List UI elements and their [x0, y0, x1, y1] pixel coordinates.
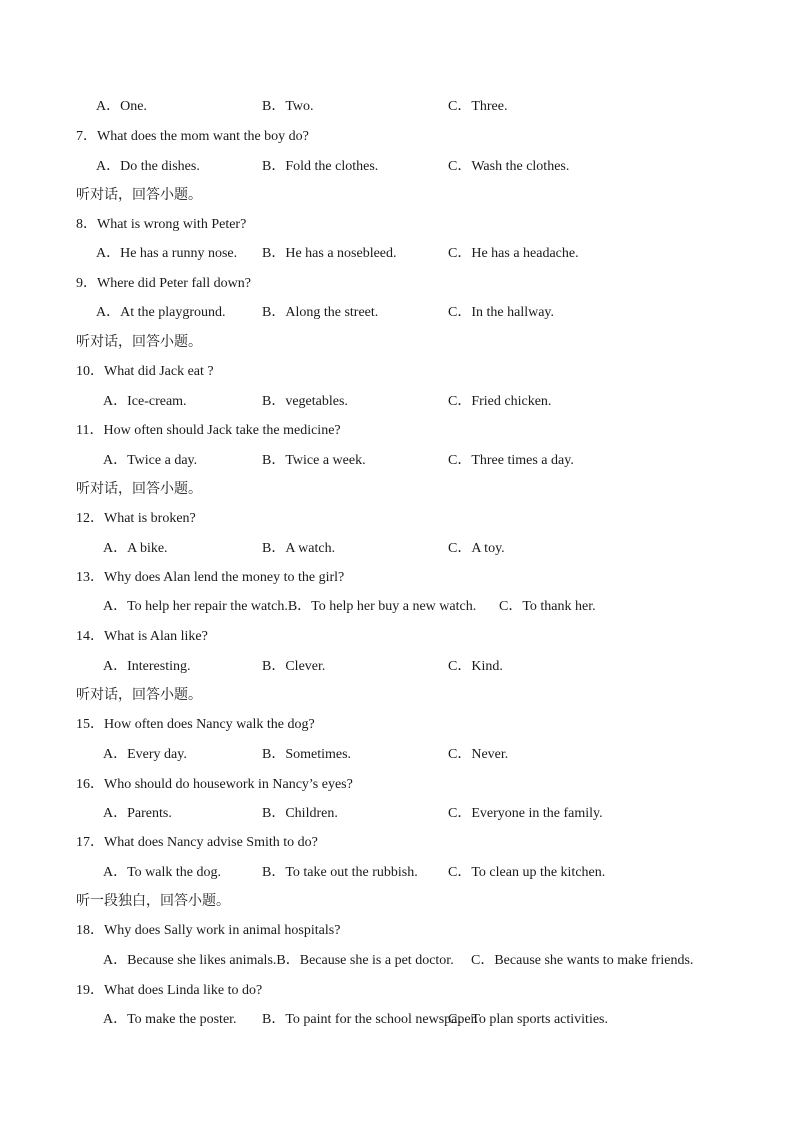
answer-option[interactable]: C．To clean up the kitchen. — [448, 865, 606, 880]
answer-option[interactable]: B．Twice a week. — [262, 453, 366, 468]
answer-option[interactable]: C．Never. — [448, 747, 509, 762]
question-text: 9．Where did Peter fall down? — [76, 276, 251, 291]
answer-option[interactable]: C．Wash the clothes. — [448, 159, 570, 174]
question-text: 12．What is broken? — [76, 511, 196, 526]
answer-option[interactable]: C．In the hallway. — [448, 305, 555, 320]
answer-option[interactable]: A．To walk the dog. — [103, 865, 222, 880]
answer-option[interactable]: B．To paint for the school newspaper. — [262, 1012, 478, 1027]
answer-option[interactable]: C．A toy. — [448, 541, 505, 556]
question-text: 14．What is Alan like? — [76, 629, 208, 644]
answer-option[interactable]: B．Sometimes. — [262, 747, 352, 762]
answer-option[interactable]: B．To take out the rubbish. — [262, 865, 418, 880]
answer-option[interactable]: C．Everyone in the family. — [448, 806, 603, 821]
question-text: 16．Who should do housework in Nancy’s eyes? — [76, 777, 353, 792]
answer-option[interactable]: C．Fried chicken. — [448, 394, 552, 409]
answer-option[interactable]: A．To make the poster. — [103, 1012, 237, 1027]
answer-option[interactable]: A．Because she likes animals.B．Because she is a pet doctor. — [103, 953, 454, 968]
question-text: 13．Why does Alan lend the money to the girl? — [76, 570, 345, 585]
answer-option[interactable]: C．Three. — [448, 99, 508, 114]
answer-option[interactable]: A．Parents. — [103, 806, 172, 821]
question-text: 8．What is wrong with Peter? — [76, 217, 247, 232]
answer-option[interactable]: A．At the playground. — [96, 305, 226, 320]
answer-option[interactable]: A．A bike. — [103, 541, 168, 556]
section-instruction: 听一段独白，回答小题。 — [76, 894, 230, 909]
answer-option[interactable]: B．He has a nosebleed. — [262, 246, 397, 261]
answer-option[interactable]: A．One. — [96, 99, 147, 114]
answer-option[interactable]: A．Interesting. — [103, 659, 191, 674]
answer-option[interactable]: B．Children. — [262, 806, 338, 821]
question-text: 10．What did Jack eat ? — [76, 364, 214, 379]
answer-option[interactable]: B．Fold the clothes. — [262, 159, 379, 174]
question-text: 17．What does Nancy advise Smith to do? — [76, 835, 318, 850]
section-instruction: 听对话，回答小题。 — [76, 188, 202, 203]
answer-option[interactable]: A．Do the dishes. — [96, 159, 200, 174]
question-text: 11．How often should Jack take the medicine? — [76, 423, 341, 438]
section-instruction: 听对话，回答小题。 — [76, 335, 202, 350]
answer-option[interactable]: A．To help her repair the watch.B．To help her buy a new watch. — [103, 599, 477, 614]
answer-option[interactable]: A．Twice a day. — [103, 453, 198, 468]
answer-option[interactable]: C．He has a headache. — [448, 246, 579, 261]
answer-option[interactable]: C．Three times a day. — [448, 453, 574, 468]
answer-option[interactable]: B．vegetables. — [262, 394, 348, 409]
answer-option[interactable]: B．Along the street. — [262, 305, 379, 320]
answer-option[interactable]: C．Because she wants to make friends. — [471, 953, 694, 968]
answer-option[interactable]: A．Every day. — [103, 747, 187, 762]
answer-option[interactable]: B．Two. — [262, 99, 314, 114]
question-text: 18．Why does Sally work in animal hospitals? — [76, 923, 341, 938]
section-instruction: 听对话，回答小题。 — [76, 688, 202, 703]
answer-option[interactable]: C．To plan sports activities. — [448, 1012, 609, 1027]
answer-option[interactable]: C．Kind. — [448, 659, 503, 674]
question-text: 15．How often does Nancy walk the dog? — [76, 717, 315, 732]
answer-option[interactable]: B．A watch. — [262, 541, 336, 556]
answer-option[interactable]: B．Clever. — [262, 659, 326, 674]
answer-option[interactable]: A．He has a runny nose. — [96, 246, 238, 261]
question-text: 19．What does Linda like to do? — [76, 983, 263, 998]
section-instruction: 听对话，回答小题。 — [76, 482, 202, 497]
answer-option[interactable]: C．To thank her. — [499, 599, 596, 614]
answer-option[interactable]: A．Ice-cream. — [103, 394, 187, 409]
question-text: 7．What does the mom want the boy do? — [76, 129, 309, 144]
